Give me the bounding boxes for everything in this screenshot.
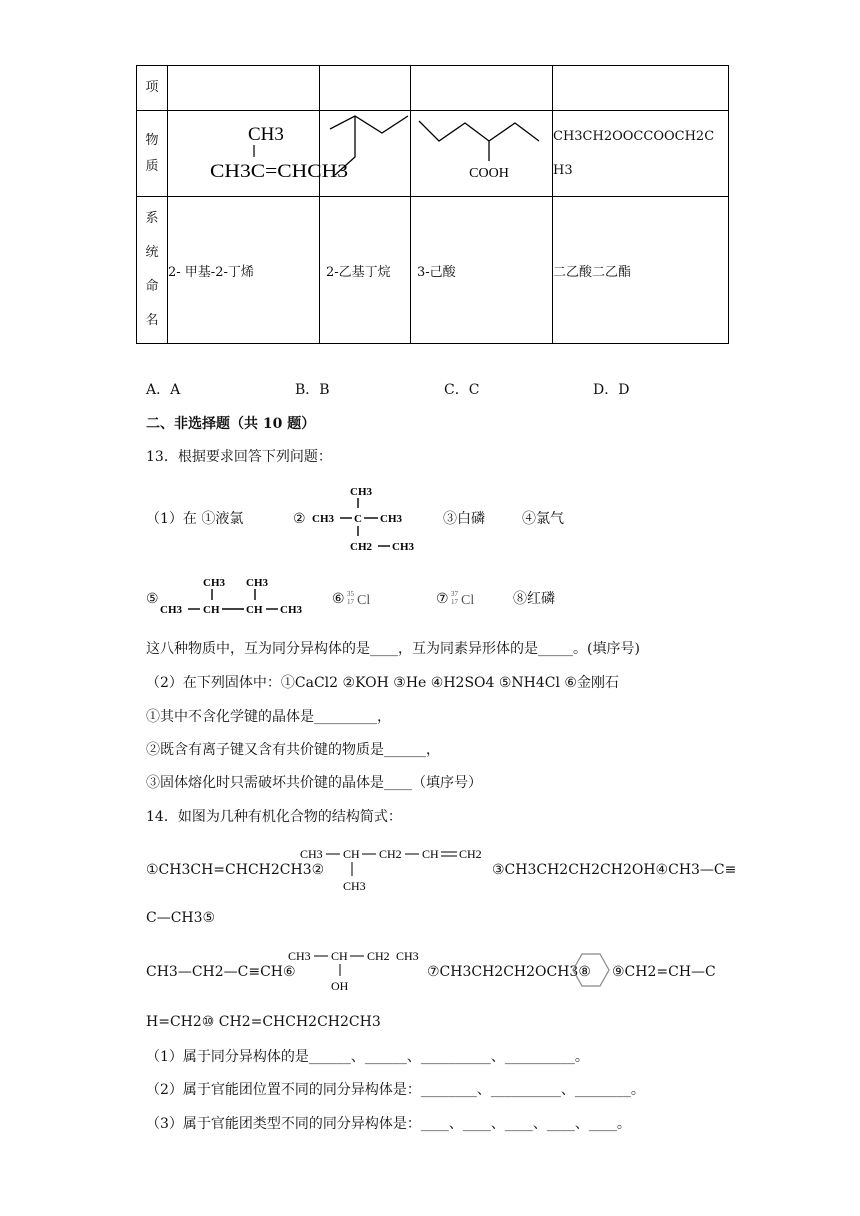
svg-text:Cl: Cl — [357, 593, 371, 608]
header-label: 项 — [137, 66, 168, 111]
mol-a-top-group: CH3 — [248, 124, 284, 145]
molecule-a-cell — [168, 111, 348, 197]
table-row — [137, 197, 729, 344]
q14-line3-a: CH3—CH2—C≡CH⑥ — [146, 964, 296, 980]
q13-item4: ④氯气 — [522, 511, 564, 527]
section-title: 二、非选择题（共 10 题） — [146, 416, 316, 432]
svg-text:CH3: CH3 — [392, 541, 414, 553]
q14-line1-a: ①CH3CH=CHCH2CH3② — [146, 862, 325, 878]
molecule-a-structure — [168, 111, 348, 192]
svg-text:CH3: CH3 — [300, 847, 323, 861]
svg-text:CH3: CH3 — [350, 486, 372, 498]
naming-label: 系 统 命 名 — [137, 197, 168, 344]
q13-item5-structure — [160, 572, 310, 616]
molecule-b-skeletal — [320, 111, 410, 192]
q14-sub2: （2）属于官能团位置不同的同分异构体是：________、__________、________。 — [146, 1082, 645, 1098]
molecule-b-cell — [320, 111, 411, 197]
svg-text:CH: CH — [246, 604, 263, 616]
q14-line4: H=CH2⑩ CH2=CHCH2CH2CH3 — [146, 1014, 381, 1030]
cyclohexane-ring — [571, 951, 611, 989]
svg-text:C: C — [354, 513, 362, 525]
option-a[interactable]: A．A — [146, 382, 181, 398]
q13-item7-num: ⑦ — [436, 591, 449, 607]
molecule-c-skeletal — [411, 111, 552, 192]
name-c: 3-己酸 — [411, 197, 553, 344]
svg-text:Cl: Cl — [461, 593, 475, 608]
option-c[interactable]: C．C — [444, 382, 480, 398]
mol-d-line1: CH3CH2OOCCOOCH2C — [553, 128, 715, 144]
svg-text:CH3: CH3 — [288, 949, 311, 963]
q13-stem: 13．根据要求回答下列问题： — [146, 449, 332, 465]
svg-text:CH3: CH3 — [380, 513, 402, 525]
svg-text:CH: CH — [203, 604, 220, 616]
svg-text:17: 17 — [451, 598, 458, 606]
name-d: 二乙酸二乙酯 — [553, 197, 729, 344]
q13-part2-sub1: ①其中不含化学键的晶体是_________， — [146, 709, 391, 725]
svg-text:CH: CH — [422, 847, 439, 861]
q14-line1-b: ③CH3CH2CH2CH2OH④CH3—C≡ — [492, 862, 737, 878]
q14-line3-b: ⑦CH3CH2CH2OCH3⑧ — [427, 964, 591, 980]
mol-c-carboxyl: COOH — [469, 166, 509, 181]
option-b[interactable]: B．B — [295, 382, 330, 398]
q13-item2-structure — [306, 480, 420, 556]
molecule-c-cell — [411, 111, 553, 197]
q13-item6-num: ⑥ — [332, 591, 345, 607]
q13-item8: ⑧红磷 — [513, 591, 555, 607]
molecule-d-cell — [553, 111, 729, 197]
svg-text:CH3: CH3 — [343, 879, 366, 893]
svg-text:CH: CH — [343, 847, 360, 861]
q13-item2-num: ② — [293, 511, 306, 527]
mol-d-line2: H3 — [553, 162, 573, 178]
svg-text:CH3: CH3 — [203, 577, 225, 589]
chlorine-35-isotope — [346, 588, 386, 612]
svg-text:CH2: CH2 — [379, 847, 402, 861]
name-a: 2- 甲基-2-丁烯 — [168, 197, 320, 344]
q14-line3-c: ⑨CH2=CH—C — [612, 964, 716, 980]
q13-item3: ③白磷 — [443, 511, 485, 527]
q13-part1-question: 这八种物质中，互为同分异构体的是____，互为同素异形体的是_____。(填序号) — [146, 641, 640, 657]
svg-text:CH3: CH3 — [160, 604, 182, 616]
svg-text:CH2: CH2 — [459, 847, 482, 861]
svg-text:CH: CH — [331, 949, 348, 963]
q14-item2-structure — [298, 840, 492, 896]
chlorine-37-isotope — [450, 588, 490, 612]
q14-line2: C—CH3⑤ — [146, 910, 216, 926]
q13-item1: （1）在 ①液氯 — [146, 511, 244, 527]
svg-text:OH: OH — [331, 979, 349, 993]
name-b: 2-乙基丁烷 — [320, 197, 411, 344]
option-d[interactable]: D．D — [593, 382, 630, 398]
q14-sub1: （1）属于同分异构体的是______、______、__________、__________。 — [146, 1049, 589, 1065]
table-row — [137, 66, 729, 111]
q13-item5-num: ⑤ — [146, 591, 159, 607]
question-table — [136, 65, 729, 344]
q13-part2-sub2: ②既含有离子键又含有共价键的物质是______， — [146, 742, 440, 758]
svg-text:CH3: CH3 — [312, 513, 334, 525]
svg-text:37: 37 — [451, 590, 458, 598]
svg-text:17: 17 — [347, 598, 354, 606]
svg-text:CH2: CH2 — [367, 949, 390, 963]
svg-text:CH3: CH3 — [246, 577, 268, 589]
q14-item6-structure — [286, 942, 426, 996]
svg-text:CH3: CH3 — [280, 604, 302, 616]
q13-part2-stem: （2）在下列固体中：①CaCl2 ②KOH ③He ④H2SO4 ⑤NH4Cl ⑥金刚石 — [146, 675, 619, 691]
substance-label: 物 质 — [137, 111, 168, 197]
mol-a-main-chain: CH3C=CHCH3 — [210, 161, 348, 182]
q13-part2-sub3: ③固体熔化时只需破坏共价键的晶体是____（填序号） — [146, 775, 482, 791]
table-row — [137, 111, 729, 197]
svg-text:35: 35 — [347, 590, 354, 598]
q14-stem: 14．如图为几种有机化合物的结构简式： — [146, 809, 402, 825]
svg-text:CH3: CH3 — [396, 949, 419, 963]
q14-sub3: （3）属于官能团类型不同的同分异构体是：____、____、____、____、____。 — [146, 1116, 631, 1132]
svg-text:CH2: CH2 — [350, 541, 372, 553]
